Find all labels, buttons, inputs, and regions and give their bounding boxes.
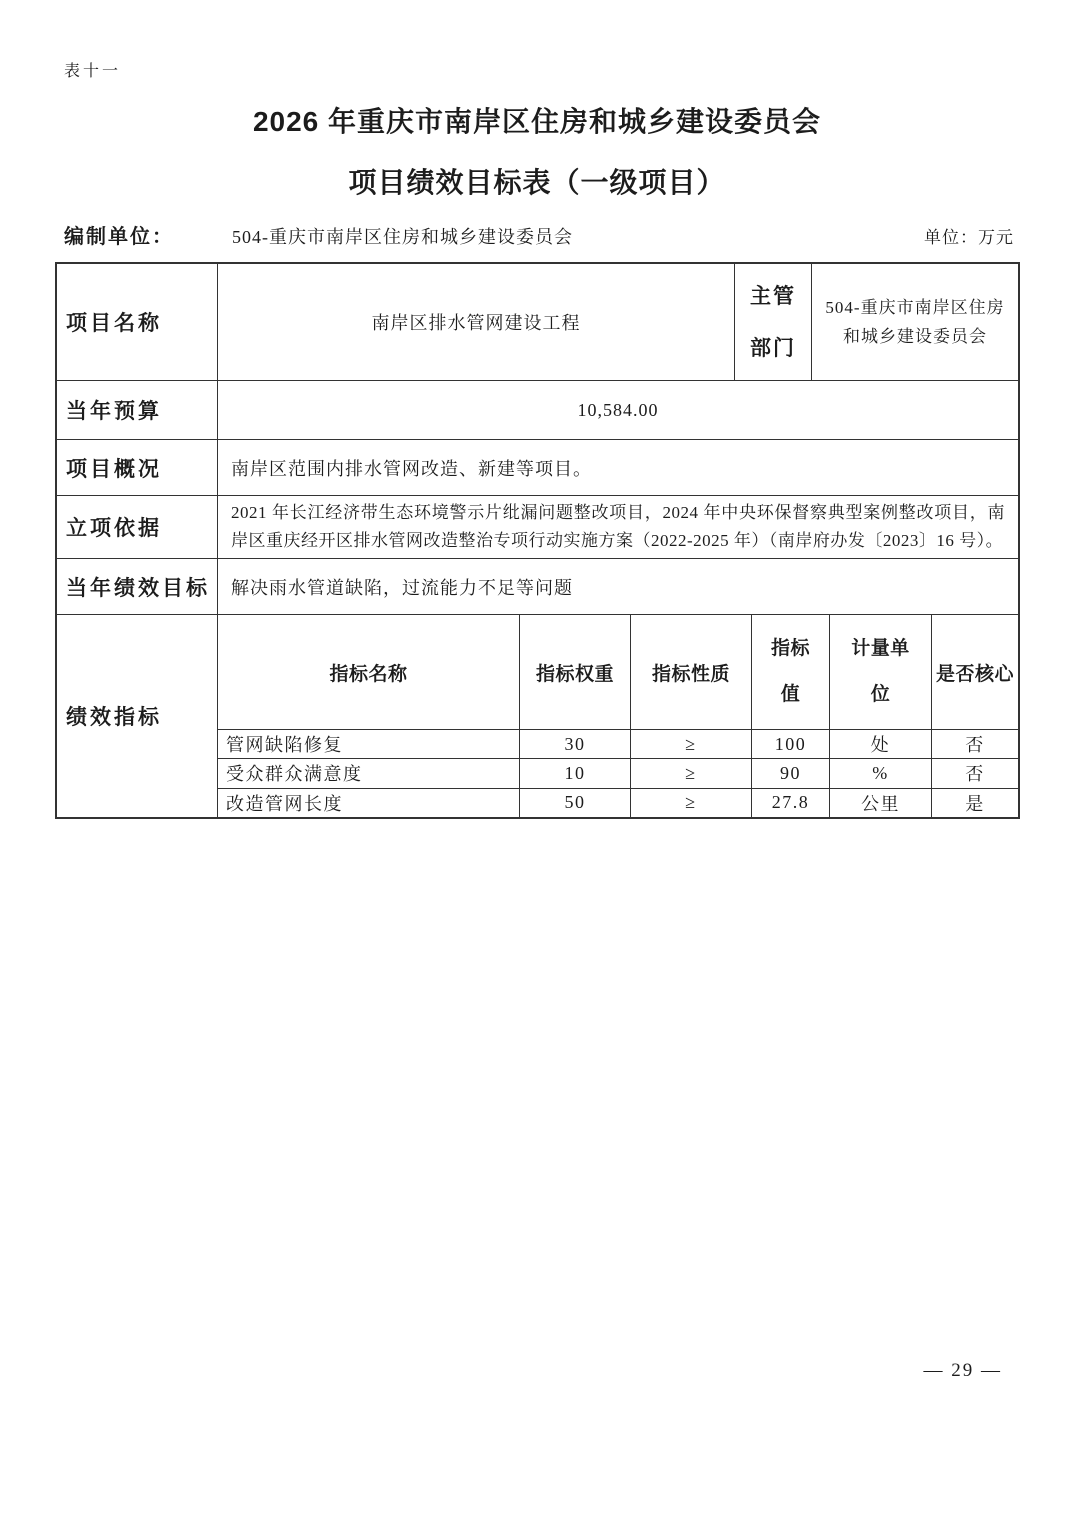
table-row-annual-target	[57, 559, 1018, 615]
budget-label: 当年预算	[57, 381, 218, 439]
table-row-project-name	[57, 264, 1018, 381]
indicators-subtable	[218, 615, 1018, 817]
supervisor-dept-value: 504-重庆市南岸区住房和城乡建设委员会	[825, 298, 1005, 346]
indicator-value: 90	[752, 759, 830, 787]
indicator-unit: 处	[830, 730, 932, 758]
table-row-basis	[57, 496, 1018, 559]
indicator-row	[218, 730, 1018, 759]
indicator-is-core: 否	[965, 735, 985, 756]
table-row-budget	[57, 381, 1018, 440]
indicator-weight: 50	[520, 789, 631, 817]
header-measure-unit: 计量单位	[830, 615, 932, 729]
overview-label: 项目概况	[57, 440, 218, 495]
table-number-label: 表十一	[64, 63, 122, 80]
indicator-row	[218, 789, 1018, 817]
table-row-overview	[57, 440, 1018, 496]
indicator-is-core: 否	[965, 764, 985, 785]
indicator-value: 100	[752, 730, 830, 758]
indicator-name: 受众群众满意度	[218, 759, 520, 787]
budget-value: 10,584.00	[577, 399, 659, 420]
annual-target-label: 当年绩效目标	[57, 559, 218, 614]
indicator-name: 管网缺陷修复	[218, 730, 520, 758]
page-number: — 29 —	[923, 1360, 1002, 1381]
basis-value: 2021 年长江经济带生态环境警示片纰漏问题整改项目，2024 年中央环保督察典型案例整改项目，南岸区重庆经开区排水管网改造整治专项行动实施方案（2022-2025 年）（南岸府办发〔2023〕16 号）。	[231, 503, 1005, 550]
indicator-nature: ≥	[631, 759, 752, 787]
header-indicator-weight: 指标权重	[520, 615, 631, 729]
page-subtitle: 项目绩效目标表（一级项目）	[348, 167, 726, 198]
indicator-unit: 公里	[830, 789, 932, 817]
indicator-is-core: 是	[965, 793, 985, 814]
indicator-name: 改造管网长度	[218, 789, 520, 817]
indicator-weight: 30	[520, 730, 631, 758]
indicator-weight: 10	[520, 759, 631, 787]
indicator-row	[218, 759, 1018, 788]
prepared-by-value: 504-重庆市南岸区住房和城乡建设委员会	[232, 227, 573, 247]
indicator-unit: %	[830, 759, 932, 787]
indicator-nature: ≥	[631, 730, 752, 758]
project-name-value: 南岸区排水管网建设工程	[218, 264, 735, 380]
prepared-by-label: 编制单位：	[64, 226, 174, 248]
overview-value: 南岸区范围内排水管网改造、新建等项目。	[231, 458, 592, 479]
header-is-core: 是否核心	[935, 663, 1014, 685]
supervisor-dept-label: 主管部门	[735, 264, 812, 380]
table-row-indicators	[57, 615, 1018, 817]
indicator-nature: ≥	[631, 789, 752, 817]
annual-target-value: 解决雨水管道缺陷，过流能力不足等问题	[231, 577, 573, 598]
indicator-value: 27.8	[752, 789, 830, 817]
basis-label: 立项依据	[57, 496, 218, 558]
indicators-header-row	[218, 615, 1018, 730]
unit-note: 单位：万元	[924, 228, 1014, 247]
header-indicator-nature: 指标性质	[631, 615, 752, 729]
header-indicator-name: 指标名称	[218, 615, 520, 729]
project-name-label: 项目名称	[57, 264, 218, 380]
header-indicator-value: 指标值	[752, 615, 830, 729]
indicators-label: 绩效指标	[57, 615, 218, 817]
performance-target-table	[55, 262, 1020, 819]
meta-row	[64, 220, 1014, 249]
page-title: 2026 年重庆市南岸区住房和城乡建设委员会	[252, 106, 822, 137]
